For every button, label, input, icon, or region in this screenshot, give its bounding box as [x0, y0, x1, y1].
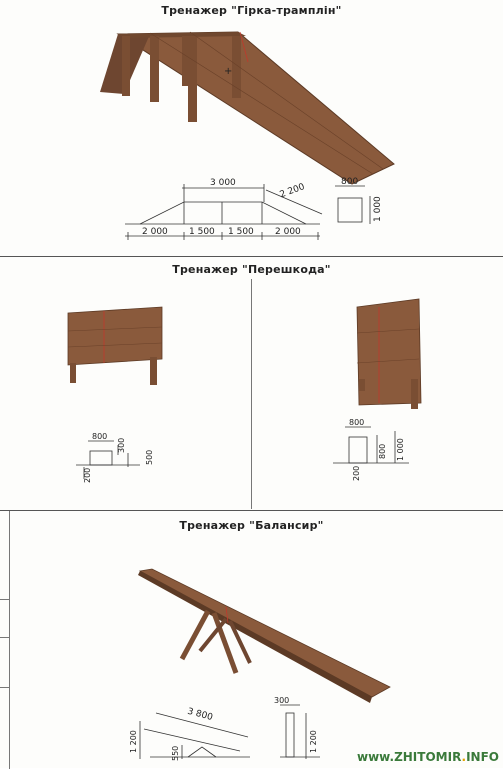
dim-barrier-left-h1: 300 — [117, 437, 126, 453]
dim-slide-bottom-4: 2 000 — [275, 227, 301, 237]
slide-3d-render — [0, 22, 503, 192]
barrier-right-render — [253, 293, 503, 413]
barrier-left-dimension-drawing — [0, 431, 250, 491]
section-divider-vertical — [251, 279, 252, 509]
watermark-brand: ZHITOMIR — [394, 750, 462, 764]
dim-barrier-right-h1: 800 — [378, 443, 387, 459]
barrier-right-dimension-drawing — [253, 419, 503, 489]
dim-barrier-right-w: 800 — [349, 418, 365, 427]
section-title-barrier: Тренажер "Перешкода" — [172, 263, 331, 276]
section-barrier — [0, 256, 503, 511]
dim-barrier-right-base: 200 — [352, 465, 361, 481]
dim-slide-side-w: 800 — [341, 177, 359, 187]
dim-balance-side-h: 1 200 — [309, 730, 318, 753]
watermark-prefix: www. — [357, 750, 395, 764]
dim-balance-side-w: 300 — [274, 696, 290, 705]
dim-barrier-left-base: 200 — [83, 467, 92, 483]
section-title-balance: Тренажер "Балансир" — [179, 519, 324, 532]
dim-slide-side-h: 1 000 — [373, 196, 383, 222]
section-title-slide: Тренажер "Гірка-трамплін" — [161, 4, 342, 17]
dim-slide-bottom-1: 2 000 — [142, 227, 168, 237]
slide-dimension-drawing — [0, 174, 503, 244]
section-balance — [0, 510, 503, 769]
dim-slide-ramp: 2 200 — [278, 182, 307, 201]
dim-barrier-left-w: 800 — [92, 432, 108, 441]
dim-slide-bottom-2: 1 500 — [189, 227, 215, 237]
dim-barrier-right-h2: 1 000 — [396, 438, 405, 461]
left-margin-strip — [0, 511, 10, 769]
section-slide — [0, 0, 503, 256]
dim-slide-top: 3 000 — [210, 178, 236, 188]
dim-barrier-left-h2: 500 — [145, 449, 154, 465]
dim-balance-h: 1 200 — [129, 730, 138, 753]
site-watermark[interactable] — [357, 750, 499, 764]
dim-slide-bottom-3: 1 500 — [228, 227, 254, 237]
dim-balance-pivot: 550 — [171, 745, 180, 761]
dim-balance-len: 3 800 — [186, 706, 214, 724]
svg-text:+: + — [224, 66, 233, 77]
watermark-dot: . — [461, 750, 467, 764]
barrier-left-render — [0, 297, 250, 407]
watermark-tld: INFO — [466, 750, 499, 764]
